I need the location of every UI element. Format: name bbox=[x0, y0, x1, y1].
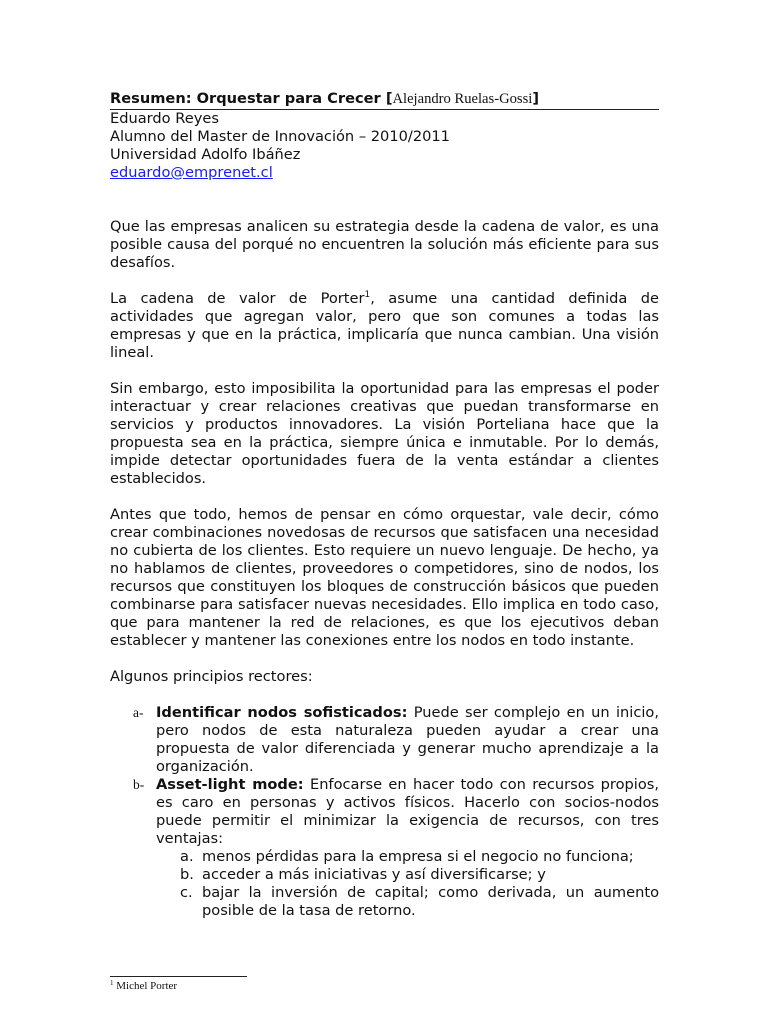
advantage-text: menos pérdidas para la empresa si el negocio no funciona; bbox=[202, 848, 634, 865]
paragraph-2-start: La cadena de valor de Porter bbox=[110, 290, 365, 307]
advantage-item bbox=[156, 848, 659, 866]
advantage-text: acceder a más iniciativas y así diversificarse; y bbox=[202, 866, 546, 883]
author-university: Universidad Adolfo Ibáñez bbox=[110, 146, 301, 163]
footnote bbox=[110, 980, 177, 992]
list-marker: b. bbox=[180, 866, 194, 883]
paragraph-5: Algunos principios rectores: bbox=[110, 668, 313, 685]
document-page bbox=[110, 90, 659, 920]
document-title bbox=[110, 90, 659, 110]
author-role: Alumno del Master de Innovación – 2010/2011 bbox=[110, 128, 450, 145]
advantage-item bbox=[156, 866, 659, 884]
paragraph-1: Que las empresas analicen su estrategia desde la cadena de valor, es una posible causa del porqué no encuentren la solución más eficiente para sus desafíos. bbox=[110, 218, 659, 271]
author-name: Eduardo Reyes bbox=[110, 110, 219, 127]
principle-lead: Identificar nodos sofisticados: bbox=[156, 704, 408, 721]
principle-item bbox=[110, 704, 659, 776]
principles-list bbox=[110, 704, 659, 920]
title-bracket-close: ] bbox=[532, 90, 539, 107]
list-marker: a. bbox=[180, 848, 194, 865]
list-marker: a- bbox=[133, 705, 144, 720]
title-text: Resumen: Orquestar para Crecer bbox=[110, 90, 381, 107]
advantage-text: bajar la inversión de capital; como derivada, un aumento posible de la tasa de retorno. bbox=[202, 884, 659, 919]
title-author: Alejandro Ruelas-Gossi bbox=[392, 91, 533, 107]
list-marker: b- bbox=[133, 777, 145, 792]
advantages-list bbox=[156, 848, 659, 920]
paragraph-2 bbox=[110, 290, 659, 362]
principle-text: Enfocarse en hacer todo con recursos propios, es caro en personas y activos físicos. Hacerlo con socios-nodos puede permitir el minimizar la exigencia de recursos, con tres ventajas: bbox=[156, 776, 659, 847]
author-email-link[interactable]: eduardo@emprenet.cl bbox=[110, 164, 273, 181]
list-marker: c. bbox=[180, 884, 193, 901]
advantage-item bbox=[156, 884, 659, 920]
paragraph-4: Antes que todo, hemos de pensar en cómo orquestar, vale decir, cómo crear combinaciones novedosas de recursos que satisfacen una necesidad no cubierta de los clientes. Esto requiere un nuevo lenguaje. De hecho, ya no hablamos de clientes, proveedores o competidores, sino de nodos, los recursos que constituyen los bloques de construcción básicos que pueden combinarse para satisfacer nuevas necesidades. Ello implica en todo caso, que para mantener la red de relaciones, es que los ejecutivos deban establecer y mantener las conexiones entre los nodos en todo instante. bbox=[110, 506, 659, 649]
footnote-text: Michel Porter bbox=[113, 980, 178, 992]
paragraph-3: Sin embargo, esto imposibilita la oportunidad para las empresas el poder interactuar y crear relaciones creativas que puedan transformarse en servicios y productos innovadores. La visión Porteliana hace que la propuesta sea en la práctica, siempre única e inmutable. Por lo demás, impide detectar oportunidades fuera de la venta estándar a clientes establecidos. bbox=[110, 380, 659, 487]
footnote-number: 1 bbox=[110, 979, 114, 987]
paragraph-2-rest: , asume una cantidad definida de actividades que agregan valor, pero que son comunes a todas las empresas y que en la práctica, implicaría que nunca cambian. Una visión lineal. bbox=[110, 290, 659, 361]
principle-item bbox=[110, 776, 659, 920]
principle-lead: Asset-light mode: bbox=[156, 776, 304, 793]
title-bracket-open: [ bbox=[385, 90, 393, 107]
footnote-separator bbox=[110, 976, 247, 977]
principle-text: Puede ser complejo en un inicio, pero nodos de esta naturaleza pueden ayudar a crear una propuesta de valor diferenciada y generar mucho aprendizaje a la organización. bbox=[156, 704, 659, 775]
footnote-ref: 1 bbox=[364, 290, 371, 300]
